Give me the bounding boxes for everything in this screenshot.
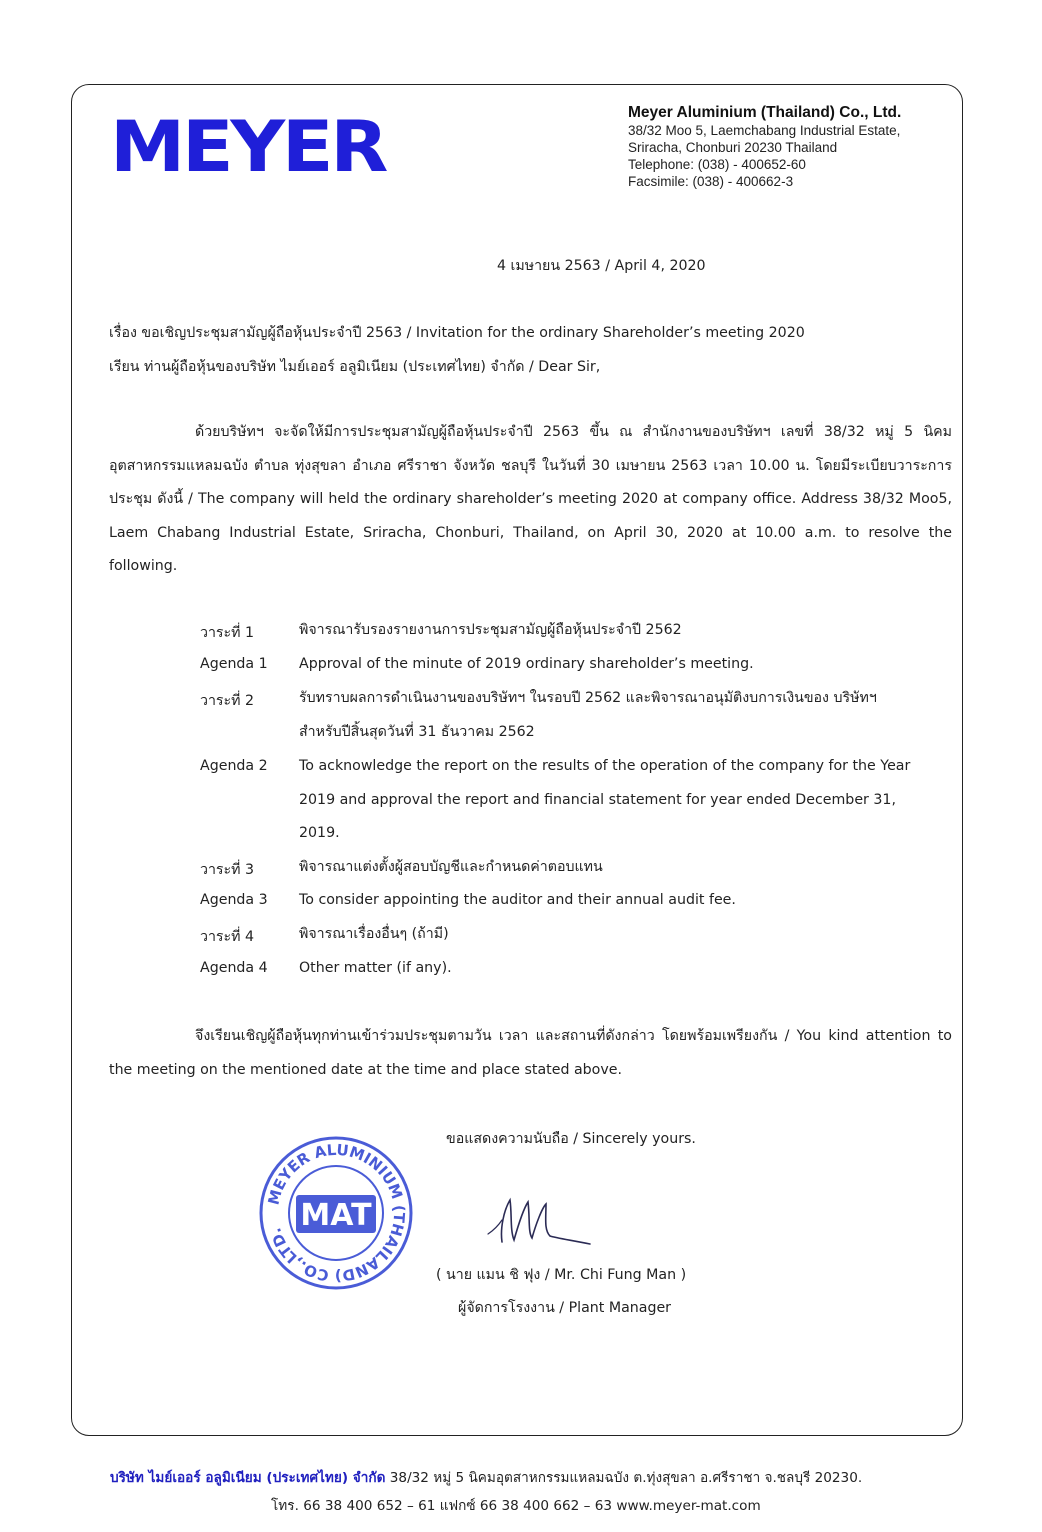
letterhead-address-block [628, 103, 901, 190]
signer-title: ผู้จัดการโรงงาน / Plant Manager [458, 1300, 672, 1316]
agenda-label: วาระที่ 2 [200, 693, 255, 709]
address-line: 38/32 Moo 5, Laemchabang Industrial Estate, [628, 123, 901, 138]
agenda-text: To acknowledge the report on the results of the operation of the company for the Year 2019 and approval the report and financial statement for year ended December 31, 2019. [299, 758, 911, 842]
agenda-label: Agenda 4 [200, 960, 268, 976]
company-name: Meyer Aluminium (Thailand) Co., Ltd. [628, 104, 902, 121]
letter-date: 4 เมษายน 2563 / April 4, 2020 [497, 258, 706, 274]
company-seal-stamp [258, 1135, 414, 1291]
agenda-text: To consider appointing the auditor and their annual audit fee. [299, 892, 736, 908]
seal-center-text: MAT [300, 1198, 372, 1233]
facsimile-line: Facsimile: (038) - 400662-3 [628, 174, 794, 189]
closing-paragraph-text: จึงเรียนเชิญผู้ถือหุ้นทุกท่านเข้าร่วมประชุมตามวัน เวลา และสถานที่ดังกล่าว โดยพร้อมเพรียงกัน / You kind attention to the meeting on the mentioned date at the time and place stated above. [109, 1028, 952, 1078]
agenda-text: พิจารณาเรื่องอื่นๆ (ถ้ามี) [299, 926, 449, 942]
meyer-logo: MEYER [110, 106, 386, 188]
agenda-text: Other matter (if any). [299, 960, 452, 976]
agenda-text: รับทราบผลการดำเนินงานของบริษัทฯ ในรอบปี 2562 และพิจารณาอนุมัติงบการเงินของ บริษัทฯ สำหรับปีสิ้นสุดวันที่ 31 ธันวาคม 2562 [299, 690, 877, 740]
footer-contact-line: โทร. 66 38 400 652 – 61 แฟกซ์ 66 38 400 662 – 63 www.meyer-mat.com [271, 1498, 761, 1514]
telephone-line: Telephone: (038) - 400652-60 [628, 157, 806, 172]
footer-company-name: บริษัท ไมย์เออร์ อลูมิเนียม (ประเทศไทย) จำกัด [110, 1470, 386, 1486]
agenda-text: พิจารณารับรองรายงานการประชุมสามัญผู้ถือหุ้นประจำปี 2562 [299, 622, 682, 638]
agenda-label: Agenda 2 [200, 758, 268, 774]
letter-subject: เรื่อง ขอเชิญประชุมสามัญผู้ถือหุ้นประจำปี 2563 / Invitation for the ordinary Shareholder’s meeting 2020 [109, 325, 805, 341]
agenda-label: วาระที่ 4 [200, 929, 255, 945]
signer-name: ( นาย แมน ชิ ฟุง / Mr. Chi Fung Man ) [436, 1267, 687, 1283]
intro-paragraph [109, 416, 952, 584]
agenda-text: Approval of the minute of 2019 ordinary shareholder’s meeting. [299, 656, 754, 672]
seal-ring-text: MEYER ALUMINIUM (THAILAND) CO.,LTD. [264, 1140, 409, 1286]
handwritten-signature [480, 1190, 600, 1250]
agenda-label: วาระที่ 3 [200, 862, 255, 878]
footer-address: 38/32 หมู่ 5 นิคมอุตสาหกรรมแหลมฉบัง ต.ทุ่งสุขลา อ.ศรีราชา จ.ชลบุรี 20230. [385, 1470, 863, 1486]
sign-off: ขอแสดงความนับถือ / Sincerely yours. [446, 1131, 696, 1147]
closing-paragraph [109, 1020, 952, 1087]
agenda-label: Agenda 1 [200, 656, 268, 672]
agenda-label: วาระที่ 1 [200, 625, 255, 641]
letter-salutation: เรียน ท่านผู้ถือหุ้นของบริษัท ไมย์เออร์ อลูมิเนียม (ประเทศไทย) จำกัด / Dear Sir, [109, 359, 601, 375]
agenda-text: พิจารณาแต่งตั้งผู้สอบบัญชีและกำหนดค่าตอบแทน [299, 859, 603, 875]
address-line: Sriracha, Chonburi 20230 Thailand [628, 140, 838, 155]
intro-paragraph-text: ด้วยบริษัทฯ จะจัดให้มีการประชุมสามัญผู้ถือหุ้นประจำปี 2563 ขึ้น ณ สำนักงานของบริษัทฯ เลขที่ 38/32 หมู่ 5 นิคมอุตสาหกรรมแหลมฉบัง ตำบล ทุ่งสุขลา อำเภอ ศรีราชา จังหวัด ชลบุรี ในวันที่ 30 เมษายน 2563 เวลา 10.00 น. โดยมีระเบียบวาระการประชุม ดังนี้ / The company will held the ordinary shareholder’s meeting 2020 at company office. Address 38/32 Moo5, Laem Chabang Industrial Estate, Sriracha, Chonburi, Thailand, on April 30, 2020 at 10.00 a.m. to resolve the following. [109, 424, 952, 575]
agenda-label: Agenda 3 [200, 892, 268, 908]
footer-address-line [110, 1466, 862, 1488]
